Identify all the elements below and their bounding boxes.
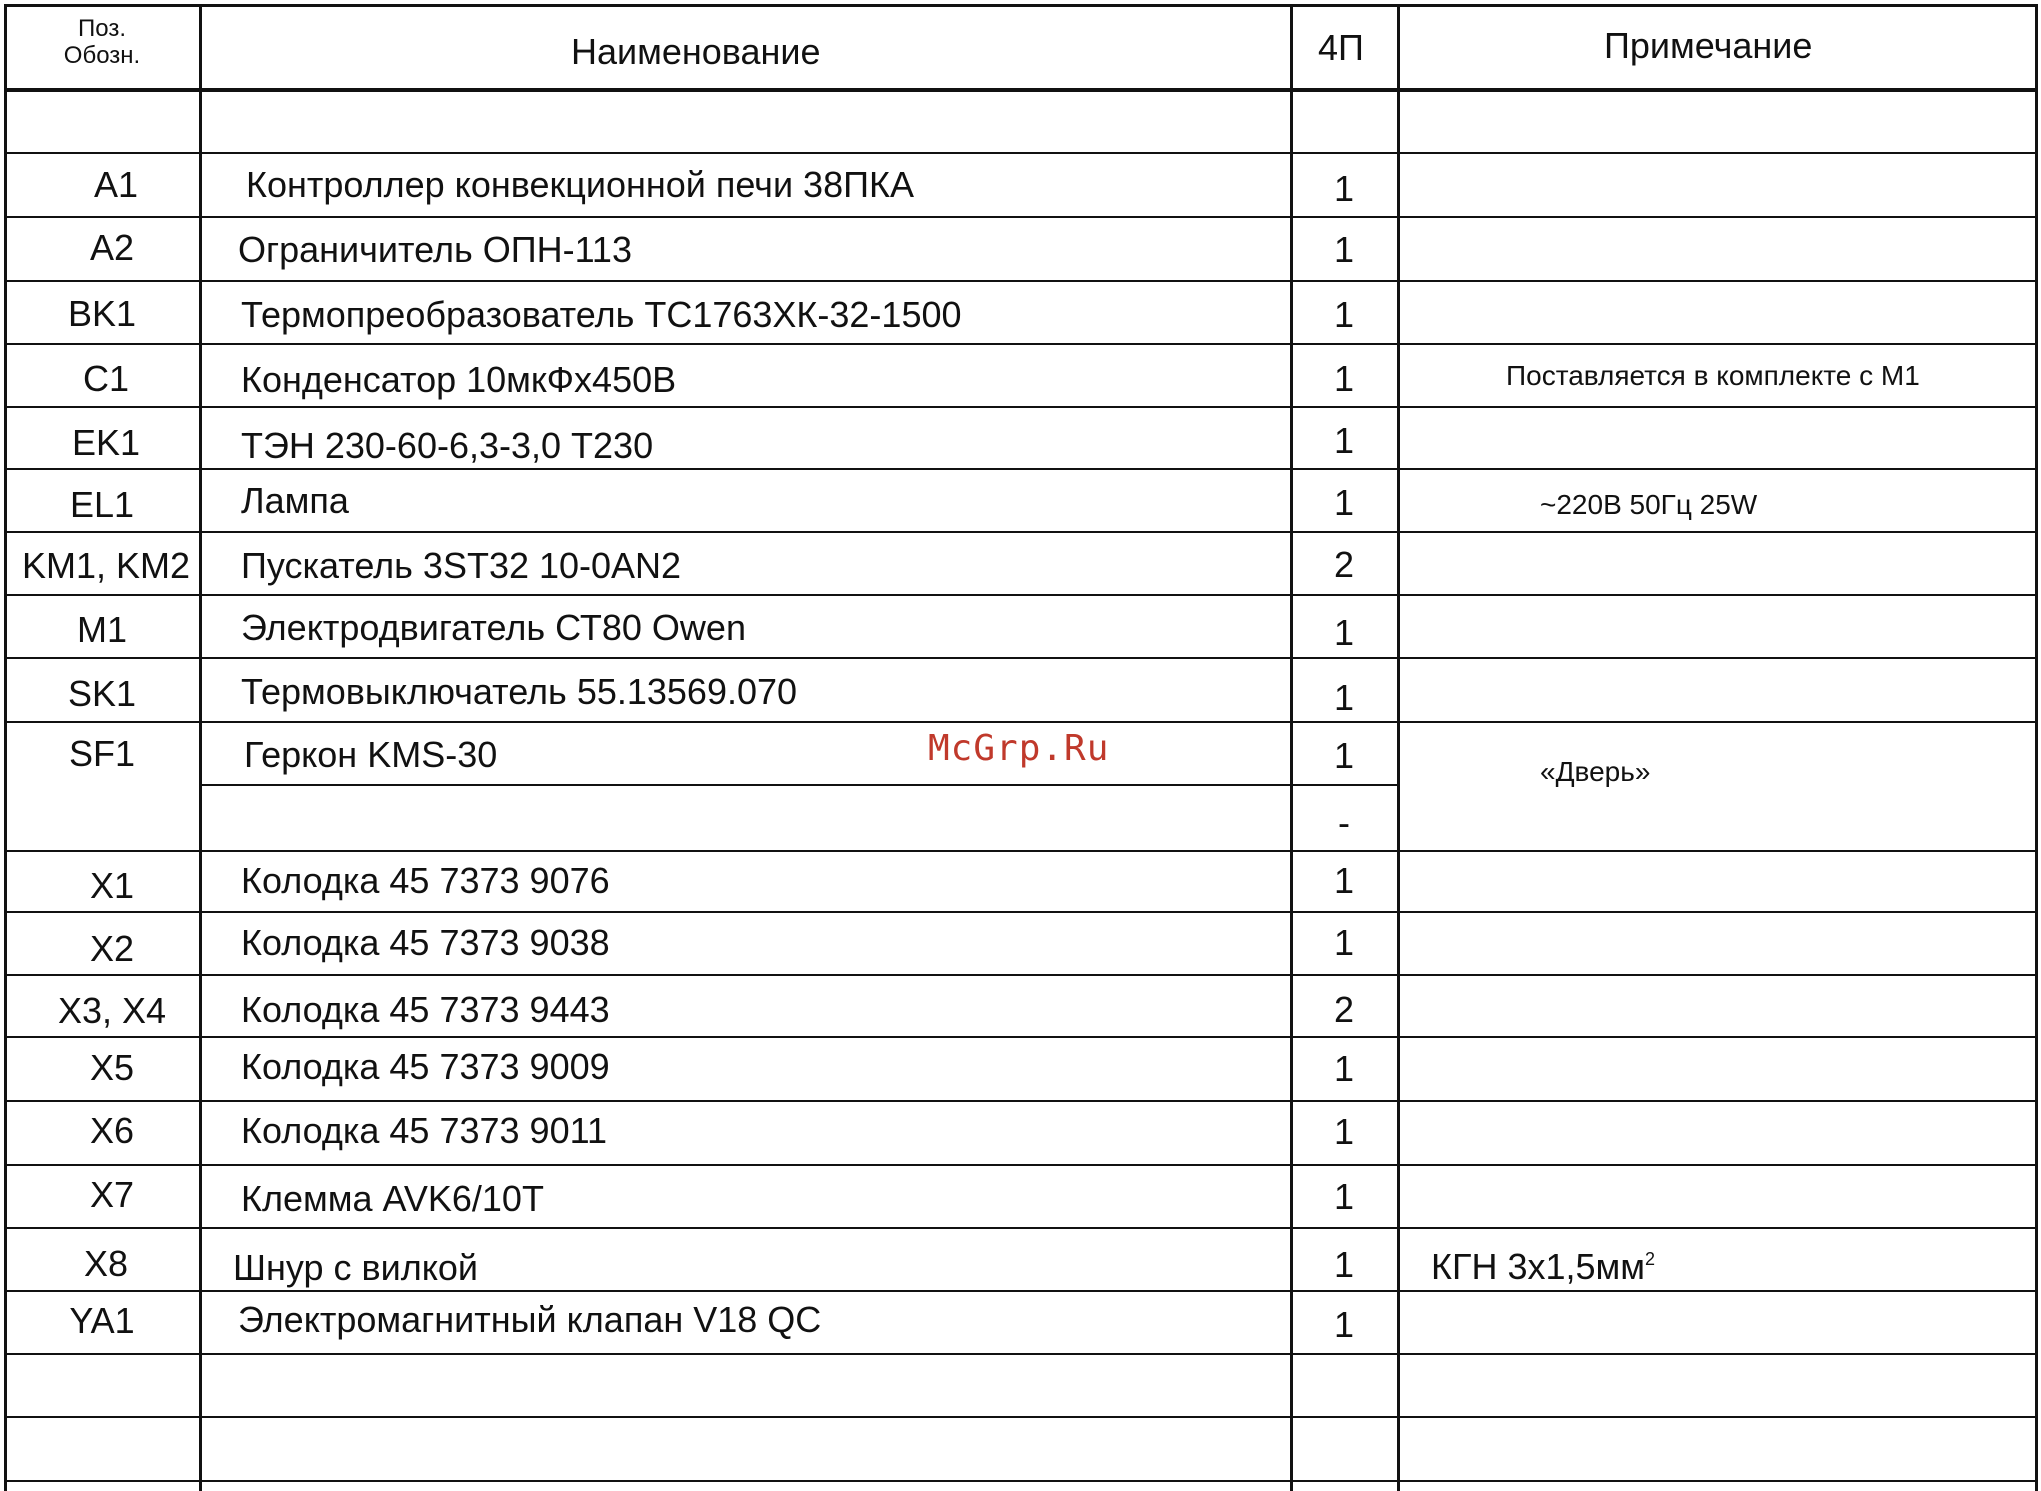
row-name: Геркон KMS-30 [244,734,498,775]
row-name: Колодка 45 7373 9011 [241,1110,607,1151]
table-border-top [4,4,2038,7]
row-qty: 1 [1333,168,1355,209]
header-divider [4,88,2038,92]
watermark: McGrp.Ru [928,728,1110,769]
row-qty: 1 [1333,294,1355,335]
row-note: «Дверь» [1540,756,1651,787]
row-divider [4,1290,2038,1292]
row-name: Термопреобразователь ТС1763ХК-32-1500 [241,294,962,335]
row-pos: KM1, KM2 [21,545,191,586]
table-border-right [2035,4,2038,1491]
row-note: Поставляется в комплекте с М1 [1506,360,1920,391]
row-qty: 1 [1333,612,1355,653]
row-pos: A2 [89,227,135,268]
row-pos: M1 [76,609,127,650]
row-pos: EK1 [71,422,141,463]
row-qty: 1 [1333,1111,1355,1152]
row-divider [4,1036,2038,1038]
row-pos: X8 [83,1243,129,1284]
row-qty: - [1338,802,1350,843]
row-qty: 1 [1333,1176,1355,1217]
row-divider [4,850,2038,852]
row-divider [4,721,2038,723]
row-pos: X5 [89,1047,135,1088]
row-divider [4,1100,2038,1102]
row-name: Контроллер конвекционной печи 38ПКА [246,164,914,205]
row-divider [4,1164,2038,1166]
row-name: ТЭН 230-60-6,3-3,0 Т230 [241,425,654,466]
row-divider [4,1480,2038,1482]
row-qty: 1 [1333,482,1355,523]
header-qty: 4П [1318,27,1364,68]
row-pos: X3, X4 [57,990,167,1031]
row-qty: 1 [1333,229,1355,270]
row-name: Шнур с вилкой [233,1247,479,1288]
row-pos: X2 [89,928,135,969]
header-note: Примечание [1604,25,1813,66]
row-name: Конденсатор 10мкФх450В [241,359,677,400]
row-name: Электромагнитный клапан V18 QC [238,1299,822,1340]
row-name: Термовыключатель 55.13569.070 [241,671,798,712]
row-divider [4,343,2038,345]
row-divider [4,1353,2038,1355]
row-note-text: КГН 3х1,5мм [1431,1246,1646,1287]
row-divider [4,657,2038,659]
row-qty: 1 [1333,860,1355,901]
row-note-superscript: 2 [1645,1249,1656,1269]
row-divider [4,974,2038,976]
header-name: Наименование [571,31,821,72]
row-divider [4,911,2038,913]
row-pos: X6 [89,1110,135,1151]
row-divider [4,468,2038,470]
row-qty: 1 [1333,735,1355,776]
row-name: Колодка 45 7373 9009 [241,1046,610,1087]
row-qty: 1 [1333,1304,1355,1345]
row-divider [4,1227,2038,1229]
row-note: ~220В 50Гц 25W [1540,489,1758,520]
row-divider [4,594,2038,596]
row-name: Пускатель 3ST32 10-0AN2 [241,545,682,586]
header-pos-line2: Обозн. [63,41,141,69]
header-pos [4,16,200,70]
row-name: Колодка 45 7373 9076 [241,860,610,901]
row-qty: 1 [1333,420,1355,461]
row-pos: EL1 [69,484,135,525]
row-name: Ограничитель ОПН-113 [238,229,632,270]
header-pos-line1: Поз. [78,15,126,42]
column-divider-qty [1397,4,1400,1491]
row-pos: BK1 [67,293,137,334]
row-name: Колодка 45 7373 9038 [241,922,610,963]
row-divider-partial [199,784,1398,786]
row-pos: SK1 [67,673,137,714]
row-divider [4,152,2038,154]
row-qty: 1 [1333,1244,1355,1285]
row-pos: X7 [89,1174,135,1215]
row-name: Электродвигатель СТ80 Owen [241,607,746,648]
row-divider [4,1416,2038,1418]
row-pos: C1 [82,358,130,399]
row-pos: YA1 [69,1300,135,1341]
row-divider [4,216,2038,218]
row-pos: X1 [89,865,135,906]
row-qty: 2 [1333,544,1355,585]
row-name: Клемма AVK6/10T [241,1178,544,1219]
row-divider [4,280,2038,282]
row-qty: 1 [1333,1048,1355,1089]
row-qty: 1 [1333,358,1355,399]
row-qty: 2 [1333,989,1355,1030]
row-pos: SF1 [68,733,136,774]
row-divider [4,406,2038,408]
row-name: Лампа [241,480,349,521]
row-name: Колодка 45 7373 9443 [241,989,610,1030]
row-pos: A1 [93,164,139,205]
row-note [1431,1246,1656,1287]
row-divider [4,531,2038,533]
row-qty: 1 [1333,677,1355,718]
row-qty: 1 [1333,922,1355,963]
